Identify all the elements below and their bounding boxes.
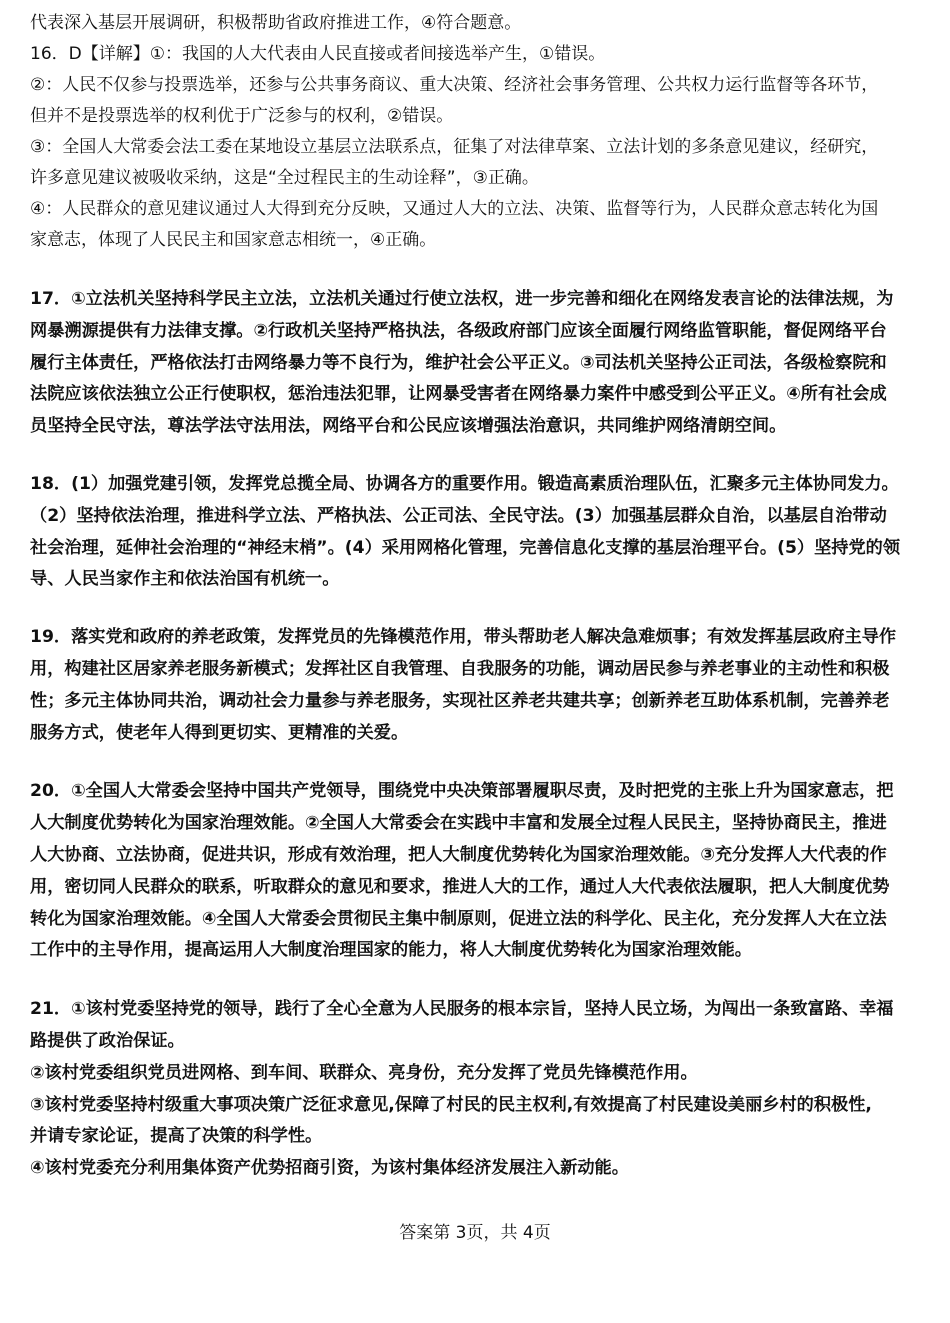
text-line: 并请专家论证，提高了决策的科学性。: [30, 1126, 323, 1147]
text-line: ②：人民不仅参与投票选举，还参与公共事务商议、重大决策、经济社会事务管理、公共权力运行监督等各环节，: [30, 75, 879, 95]
text-line: 家意志，体现了人民民主和国家意志相统一，④正确。: [30, 230, 437, 250]
answer-block-18: [30, 469, 923, 596]
paragraph-gap: [30, 256, 923, 284]
text-line: 18．(1）加强党建引领，发挥党总揽全局、协调各方的重要作用。锻造高素质治理队伍，汇聚多元主体协同发力。: [30, 473, 899, 494]
page-footer: 答案第 3页，共 4页: [399, 1223, 551, 1243]
text-line: 转化为国家治理效能。④全国人大常委会贯彻民主集中制原则，促进立法的科学化、民主化，充分发挥人大在立法: [30, 908, 887, 929]
text-line: ③该村党委坚持村级重大事项决策广泛征求意见,保障了村民的民主权利,有效提高了村民建设美丽乡村的积极性,: [30, 1094, 872, 1115]
text-line: 性；多元主体协同共治，调动社会力量参与养老服务，实现社区养老共建共享；创新养老互助体系机制，完善养老: [30, 690, 890, 711]
text-line: 用，密切同人民群众的联系，听取群众的意见和要求，推进人大的工作，通过人大代表依法履职，把人大制度优势: [30, 876, 890, 897]
answer-block-17: [30, 284, 923, 443]
text-line: 16．D【详解】①：我国的人大代表由人民直接或者间接选举产生，①错误。: [30, 44, 606, 64]
text-line: 17．①立法机关坚持科学民主立法，立法机关通过行使立法权，进一步完善和细化在网络发表言论的法律法规，为: [30, 289, 894, 309]
text-line: 导、人民当家作主和依法治国有机统一。: [30, 569, 340, 590]
text-line: 20．①全国人大常委会坚持中国共产党领导，围绕党中央决策部署履职尽责，及时把党的主张上升为国家意志，把: [30, 781, 894, 802]
text-line: 履行主体责任，严格依法打击网络暴力等不良行为，维护社会公平正义。③司法机关坚持公正司法，各级检察院和: [30, 352, 887, 373]
paragraph-gap: [30, 596, 923, 622]
text-line: 人大制度优势转化为国家治理效能。②全国人大常委会在实践中丰富和发展全过程人民民主，坚持协商民主，推进: [30, 813, 887, 834]
text-line: 网暴溯源提供有力法律支撑。②行政机关坚持严格执法，各级政府部门应该全面履行网络监管职能，督促网络平台: [30, 320, 887, 341]
answer-block-16: [30, 8, 923, 256]
text-line: 21．①该村党委坚持党的领导，践行了全心全意为人民服务的根本宗旨，坚持人民立场，为闯出一条致富路、幸福: [30, 999, 894, 1020]
answer-block-19: [30, 622, 923, 749]
text-line: 法院应该依法独立公正行使职权，惩治违法犯罪，让网暴受害者在网络暴力案件中感受到公平正义。④所有社会成: [30, 384, 887, 405]
text-line: 许多意见建议被吸收采纳，这是“全过程民主的生动诠释”，③正确。: [30, 168, 539, 188]
text-line: 社会治理，延伸社会治理的“神经末梢”。(4）采用网格化管理，完善信息化支撑的基层治理平台。(5）坚持党的领: [30, 537, 901, 558]
text-line: 工作中的主导作用，提高运用人大制度治理国家的能力，将人大制度优势转化为国家治理效能。: [30, 940, 752, 961]
text-line: 人大协商、立法协商，促进共识，形成有效治理，把人大制度优势转化为国家治理效能。③充分发挥人大代表的作: [30, 844, 887, 865]
answer-block-21: [30, 994, 923, 1185]
text-line: ②该村党委组织党员进网格、到车间、联群众、亮身份，充分发挥了党员先锋模范作用。: [30, 1062, 698, 1083]
text-line: ③：全国人大常委会法工委在某地设立基层立法联系点，征集了对法律草案、立法计划的多条意见建议，经研究，: [30, 137, 879, 157]
text-line: 代表深入基层开展调研，积极帮助省政府推进工作，④符合题意。: [30, 13, 522, 33]
text-line: 但并不是投票选举的权利优于广泛参与的权利，②错误。: [30, 106, 454, 126]
answer-block-20: [30, 776, 923, 967]
paragraph-gap: [30, 443, 923, 469]
paragraph-gap: [30, 967, 923, 994]
text-line: ④该村党委充分利用集体资产优势招商引资，为该村集体经济发展注入新动能。: [30, 1158, 629, 1179]
text-line: 路提供了政治保证。: [30, 1030, 185, 1051]
text-line: 员坚持全民守法，尊法学法守法用法，网络平台和公民应该增强法治意识，共同维护网络清朗空间。: [30, 416, 787, 437]
answer-document: [30, 8, 923, 1185]
text-line: 19．落实党和政府的养老政策，发挥党员的先锋模范作用，带头帮助老人解决急难烦事；有效发挥基层政府主导作: [30, 627, 897, 648]
paragraph-gap: [30, 749, 923, 776]
text-line: 服务方式，使老年人得到更切实、更精准的关爱。: [30, 722, 409, 743]
text-line: （2）坚持依法治理，推进科学立法、严格执法、公正司法、全民守法。(3）加强基层群众自治，以基层自治带动: [30, 505, 887, 526]
text-line: ④：人民群众的意见建议通过人大得到充分反映，又通过人大的立法、决策、监督等行为，人民群众意志转化为国: [30, 199, 879, 219]
text-line: 用，构建社区居家养老服务新模式；发挥社区自我管理、自我服务的功能，调动居民参与养老事业的主动性和积极: [30, 658, 890, 679]
